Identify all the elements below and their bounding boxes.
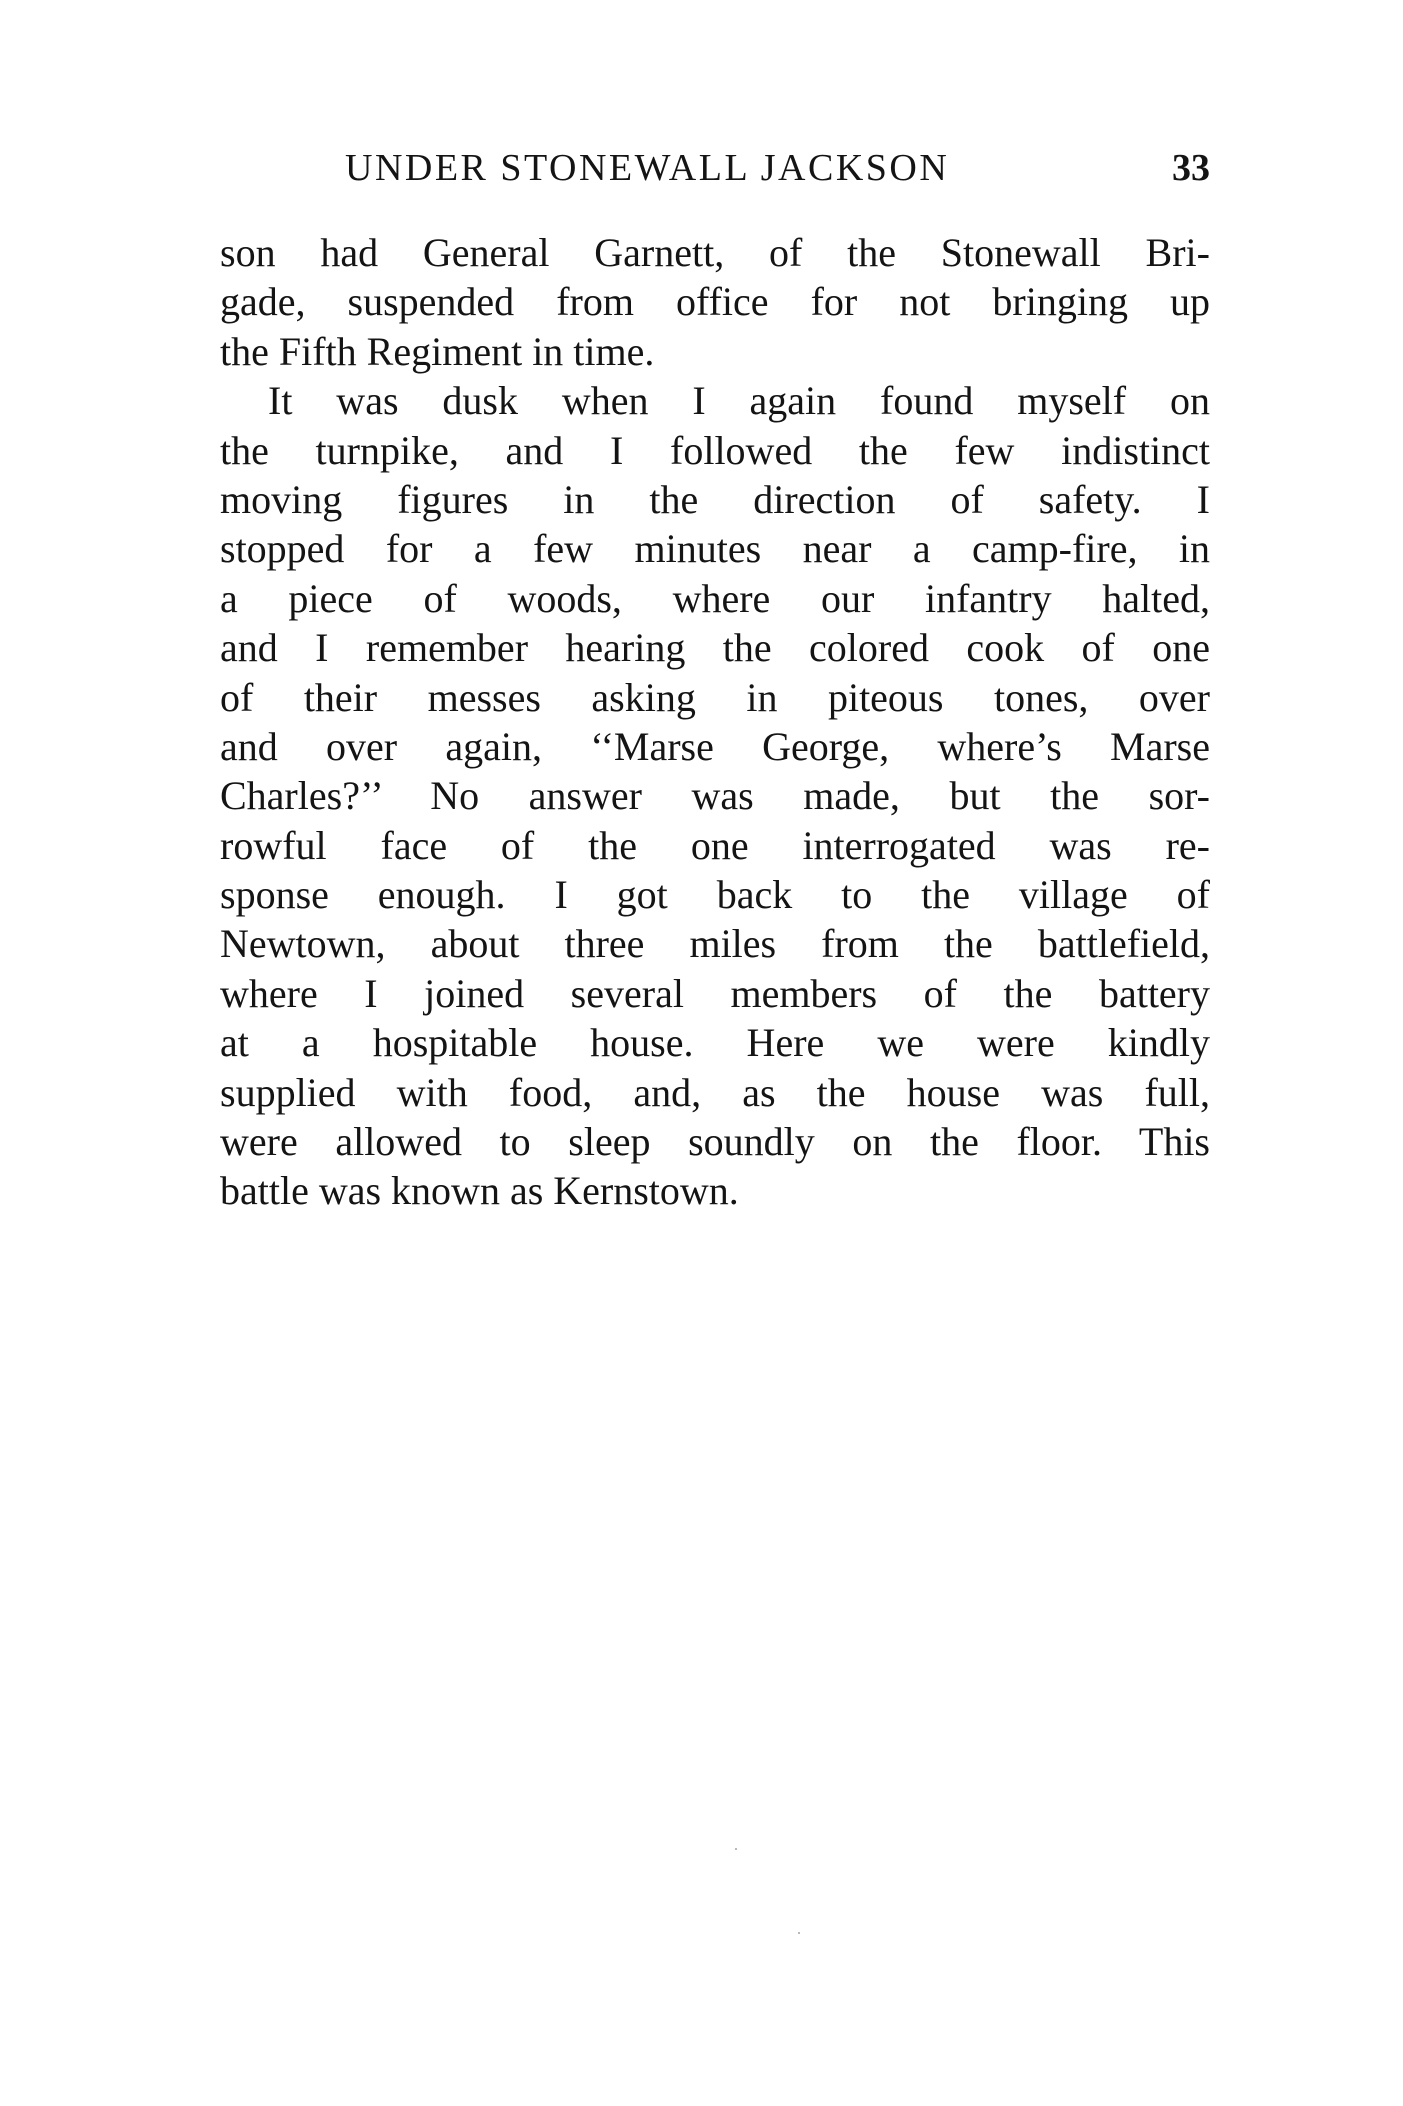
text-line: where I joined several members of the battery bbox=[220, 970, 1210, 1016]
paper-speck bbox=[798, 1932, 800, 1934]
text-line: Charles?’’ No answer was made, but the sor- bbox=[220, 773, 1210, 819]
text-line: of their messes asking in piteous tones, over bbox=[220, 674, 1210, 720]
text-line: sponse enough. I got back to the village of bbox=[220, 872, 1210, 918]
paragraph bbox=[220, 376, 1210, 1216]
text-line: and I remember hearing the colored cook of one bbox=[220, 625, 1210, 671]
running-header bbox=[220, 143, 1210, 193]
text-line: and over again, ‘‘Marse George, where’s Marse bbox=[220, 723, 1210, 769]
text-line: the turnpike, and I followed the few indistinct bbox=[220, 427, 1210, 473]
text-line: It was dusk when I again found myself on bbox=[268, 378, 1210, 424]
paragraph bbox=[220, 228, 1210, 376]
text-line: gade, suspended from office for not bringing up bbox=[220, 279, 1210, 325]
text-line: the Fifth Regiment in time. bbox=[220, 328, 655, 374]
page-number: 33 bbox=[1172, 147, 1210, 189]
text-line: battle was known as Kernstown. bbox=[220, 1168, 739, 1214]
text-line: were allowed to sleep soundly on the floor. This bbox=[220, 1119, 1210, 1165]
text-line: stopped for a few minutes near a camp-fire, in bbox=[220, 526, 1210, 572]
body-text bbox=[220, 228, 1210, 1216]
text-line: supplied with food, and, as the house was full, bbox=[220, 1069, 1210, 1115]
running-title: UNDER STONEWALL JACKSON bbox=[345, 147, 950, 189]
text-line: Newtown, about three miles from the battlefield, bbox=[220, 921, 1210, 967]
text-line: a piece of woods, where our infantry halted, bbox=[220, 575, 1210, 621]
paper-speck bbox=[735, 1848, 737, 1850]
text-line: son had General Garnett, of the Stonewall Bri- bbox=[220, 230, 1210, 275]
text-line: rowful face of the one interrogated was re- bbox=[220, 822, 1210, 868]
text-line: at a hospitable house. Here we were kindly bbox=[220, 1020, 1210, 1066]
text-line: moving figures in the direction of safety. I bbox=[220, 476, 1210, 522]
